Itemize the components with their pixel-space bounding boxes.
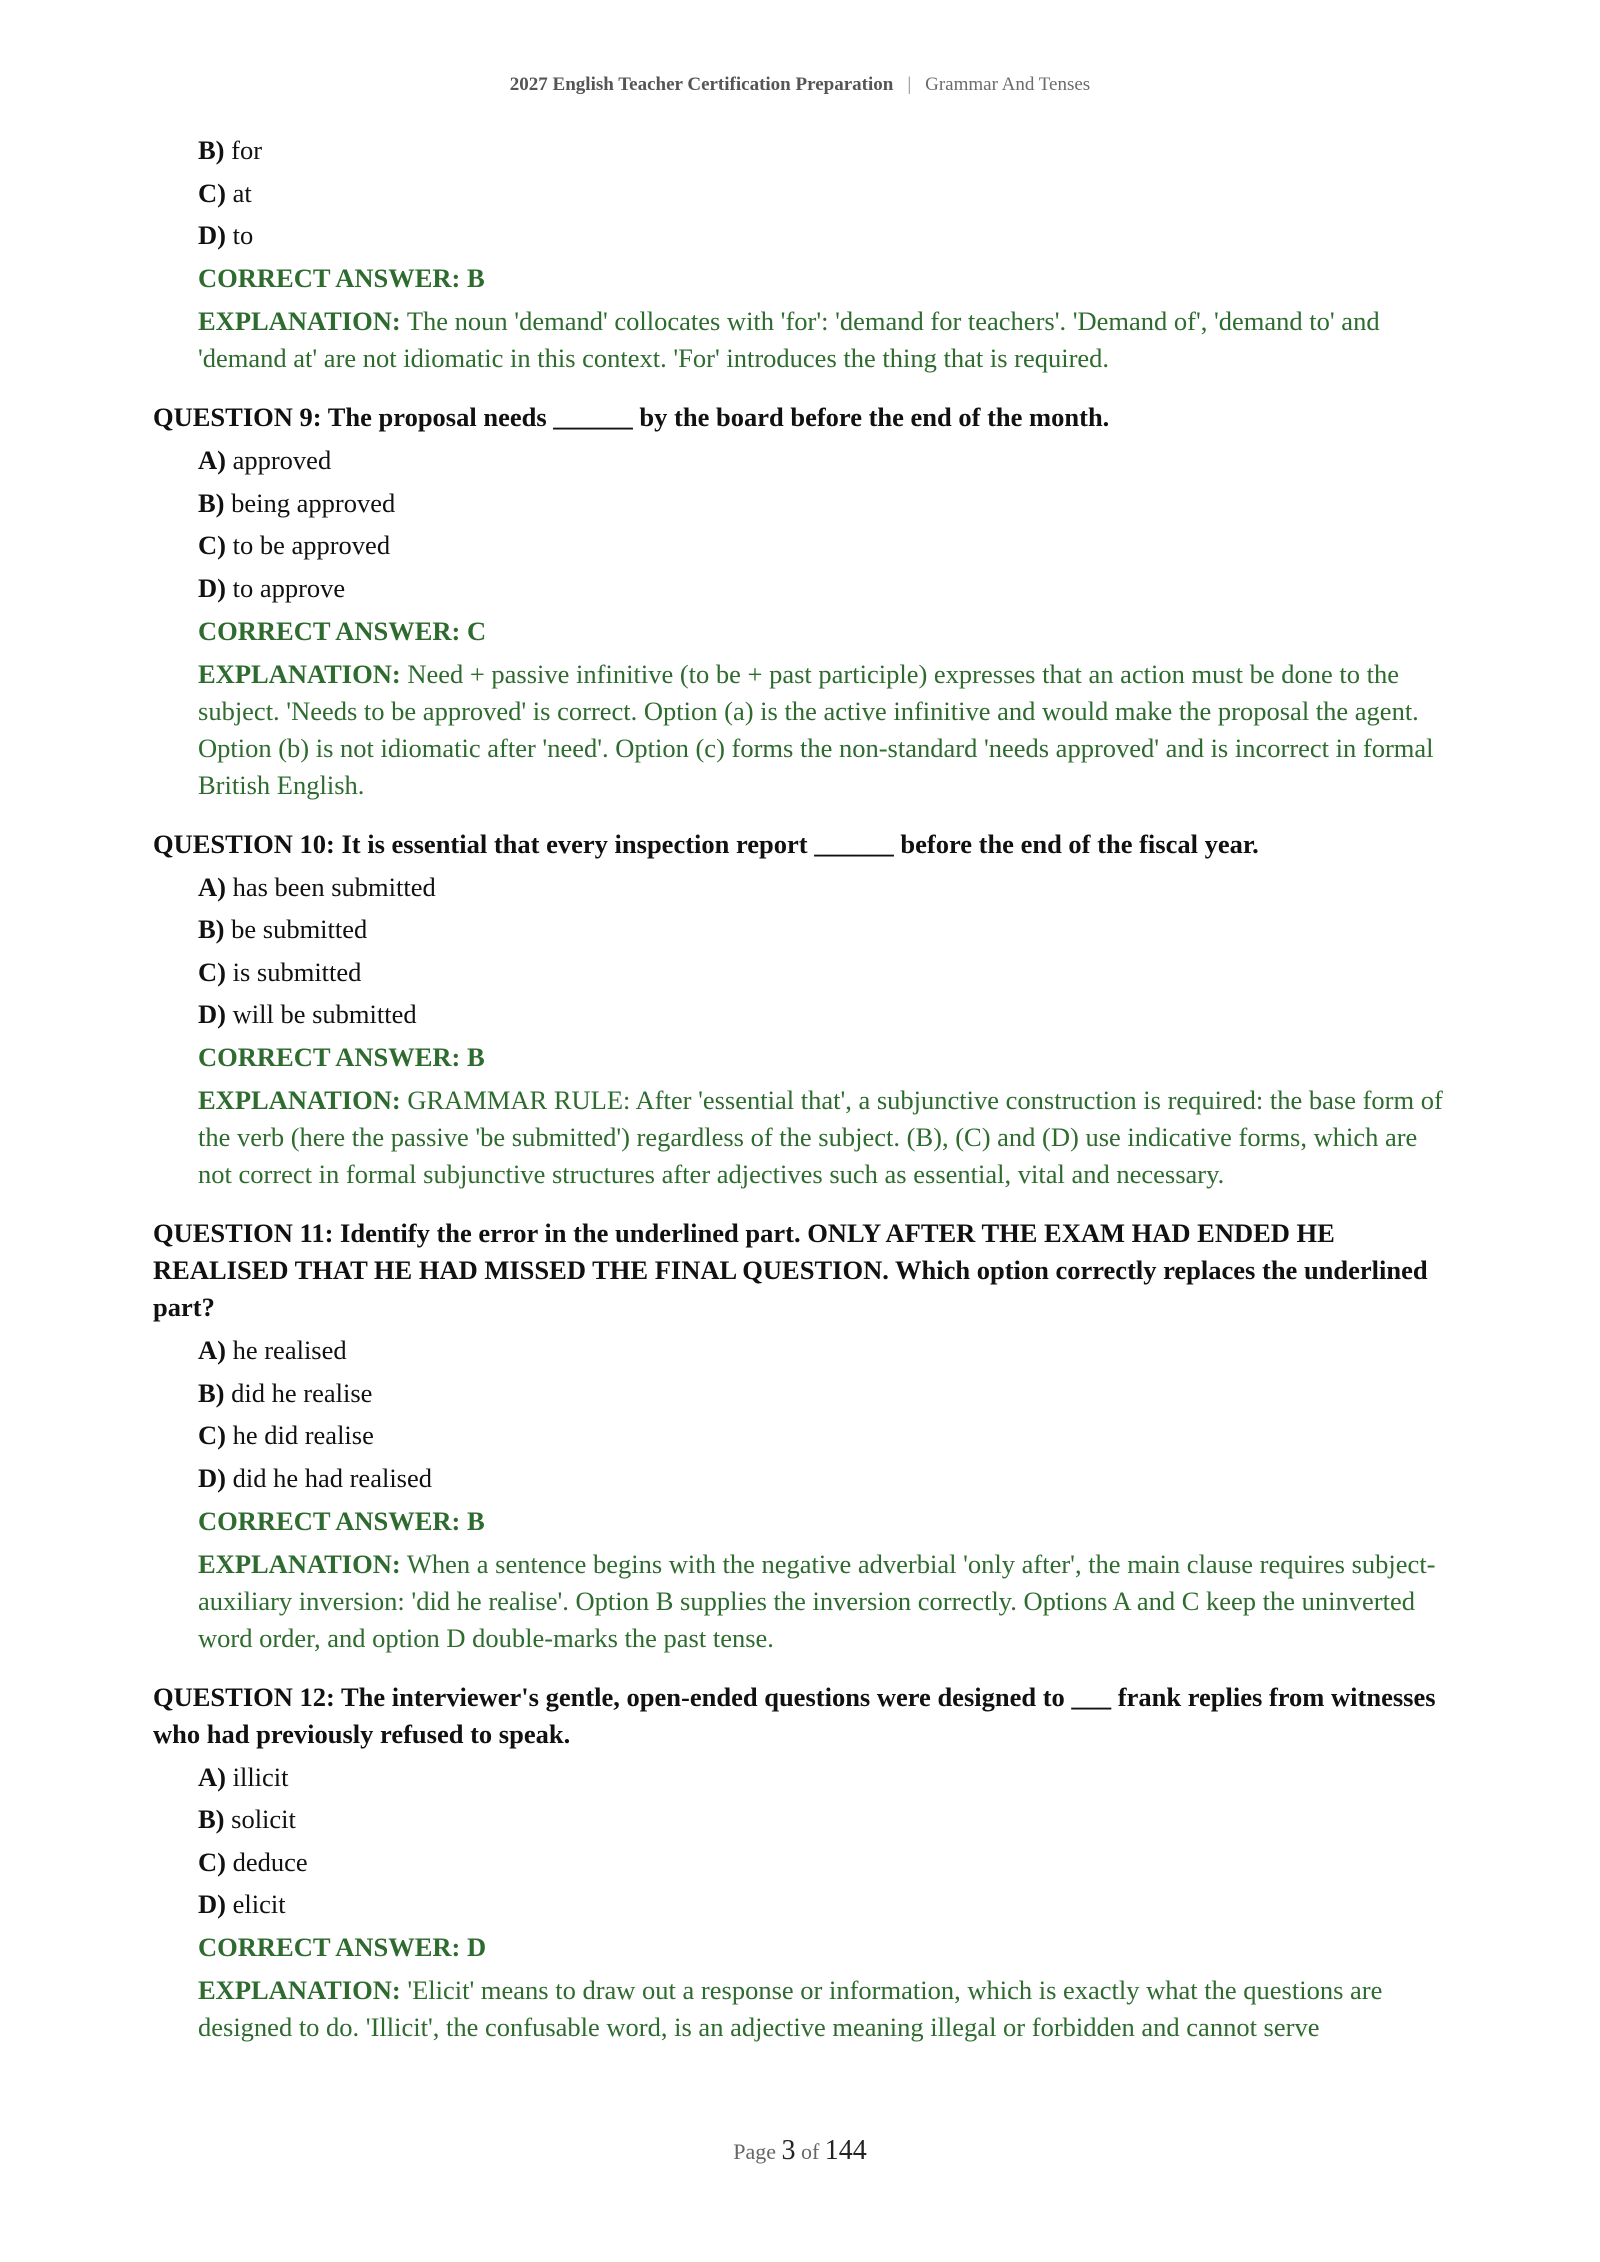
option-letter: D) — [198, 1462, 226, 1493]
explanation — [198, 1972, 1443, 2046]
option-letter: C) — [198, 177, 226, 208]
option-letter: A) — [198, 1335, 226, 1365]
option-b — [198, 911, 1443, 948]
option-b — [198, 132, 1443, 169]
option-letter: B) — [198, 135, 225, 165]
option-text: at — [232, 177, 252, 208]
explanation-text: The noun 'demand' collocates with 'for': 'demand for teachers'. 'Demand of', 'demand to' and 'demand at' are not idiomatic in this context. 'For' introduces the thing that is required. — [198, 306, 1380, 373]
option-letter: B) — [198, 1804, 225, 1834]
option-text: to be approved — [232, 530, 391, 560]
option-letter: B) — [198, 487, 225, 518]
explanation-text: GRAMMAR RULE: After 'essential that', a subjunctive construction is required: the base form of the verb (here the passive 'be submitted') regardless of the subject. (B), (C) and (D) use indicative forms, which are not correct in formal subjunctive structures after adjectives such as essential, vital and necessary. — [198, 1085, 1443, 1189]
header-subtitle: Grammar And Tenses — [925, 74, 1091, 95]
correct-answer: CORRECT ANSWER: B — [198, 1042, 485, 1072]
total-pages: 144 — [824, 2135, 867, 2166]
option-a — [198, 1332, 1443, 1369]
option-letter: A) — [198, 445, 226, 475]
option-text: approved — [232, 445, 332, 475]
option-letter: C) — [198, 530, 226, 560]
explanation-label: EXPLANATION: — [198, 658, 401, 689]
option-text: for — [231, 135, 263, 165]
explanation — [198, 1546, 1443, 1657]
correct-answer: CORRECT ANSWER: D — [198, 1932, 487, 1962]
option-a — [198, 1759, 1443, 1796]
question-block-8-continued — [153, 132, 1443, 377]
option-c — [198, 1844, 1443, 1881]
question-block-12 — [153, 1679, 1443, 2047]
option-d — [198, 570, 1443, 607]
option-text: has been submitted — [232, 871, 436, 902]
option-c — [198, 954, 1443, 991]
option-b — [198, 1801, 1443, 1838]
question-text: QUESTION 10: It is essential that every inspection report ______ before the end of the fiscal year. — [153, 828, 1259, 859]
of-label: of — [800, 2139, 820, 2164]
option-letter: D) — [198, 220, 226, 250]
explanation-text: 'Elicit' means to draw out a response or information, which is exactly what the questions are designed to do. 'Illicit', the confusable word, is an adjective meaning illegal or forbidden and cannot serve — [198, 1975, 1383, 2042]
option-d — [198, 996, 1443, 1033]
option-a — [198, 869, 1443, 906]
option-b — [198, 1375, 1443, 1412]
question-block-11 — [153, 1215, 1443, 1657]
option-letter: B) — [198, 1377, 225, 1408]
option-letter: D) — [198, 1889, 226, 1919]
correct-answer: CORRECT ANSWER: B — [198, 1505, 485, 1536]
option-letter: A) — [198, 871, 226, 902]
option-c — [198, 527, 1443, 564]
option-letter: B) — [198, 914, 225, 944]
page-number: 3 — [781, 2135, 796, 2166]
option-letter: C) — [198, 1846, 226, 1877]
explanation-label: EXPLANATION: — [198, 306, 401, 336]
explanation-label: EXPLANATION: — [198, 1548, 401, 1579]
question-text: QUESTION 11: Identify the error in the underlined part. ONLY AFTER THE EXAM HAD ENDED HE REALISED THAT HE HAD MISSED THE FINAL QUESTION. Which option correctly replaces the underlined part? — [153, 1218, 1428, 1322]
option-letter: D) — [198, 999, 226, 1029]
option-text: be submitted — [231, 914, 368, 944]
option-letter: D) — [198, 572, 226, 603]
header-separator: | — [907, 74, 912, 95]
option-text: being approved — [231, 487, 396, 518]
explanation — [198, 656, 1443, 804]
correct-answer: CORRECT ANSWER: B — [198, 263, 485, 293]
option-a — [198, 442, 1443, 479]
page-content — [153, 132, 1443, 2046]
header-title: 2027 English Teacher Certification Preparation — [509, 74, 894, 95]
option-c — [198, 1417, 1443, 1454]
explanation — [198, 303, 1443, 377]
option-letter: A) — [198, 1761, 226, 1792]
option-text: did he had realised — [232, 1462, 433, 1493]
option-text: he realised — [232, 1335, 347, 1365]
option-text: to — [232, 220, 254, 250]
question-text: QUESTION 9: The proposal needs ______ by the board before the end of the month. — [153, 402, 1110, 432]
option-d — [198, 1460, 1443, 1497]
question-block-10 — [153, 826, 1443, 1194]
option-text: is submitted — [232, 956, 362, 987]
option-letter: C) — [198, 956, 226, 987]
option-d — [198, 1886, 1443, 1923]
option-text: did he realise — [231, 1377, 373, 1408]
option-b — [198, 485, 1443, 522]
option-c — [198, 175, 1443, 212]
correct-answer: CORRECT ANSWER: C — [198, 615, 487, 646]
option-text: illicit — [232, 1761, 289, 1792]
explanation-label: EXPLANATION: — [198, 1085, 401, 1115]
option-text: to approve — [232, 572, 346, 603]
option-d — [198, 217, 1443, 254]
page-label: Page — [733, 2139, 776, 2164]
question-block-9 — [153, 399, 1443, 804]
option-text: deduce — [232, 1846, 308, 1877]
option-text: he did realise — [232, 1420, 374, 1450]
option-letter: C) — [198, 1420, 226, 1450]
question-text: QUESTION 12: The interviewer's gentle, open-ended questions were designed to ___ frank replies from witnesses who had previously refused to speak. — [153, 1681, 1436, 1749]
page-footer — [0, 2135, 1600, 2167]
option-text: solicit — [231, 1804, 296, 1834]
explanation-text: Need + passive infinitive (to be + past participle) expresses that an action must be done to the subject. 'Needs to be approved' is correct. Option (a) is the active infinitive and would make the proposal the agent. Option (b) is not idiomatic after 'need'. Option (c) forms the non-standard 'needs approved' and is incorrect in formal British English. — [198, 658, 1434, 800]
page-header — [0, 74, 1600, 96]
explanation — [198, 1082, 1443, 1193]
option-text: elicit — [232, 1889, 286, 1919]
option-text: will be submitted — [232, 999, 417, 1029]
explanation-label: EXPLANATION: — [198, 1975, 401, 2005]
explanation-text: When a sentence begins with the negative adverbial 'only after', the main clause requires subject-auxiliary inversion: 'did he realise'. Option B supplies the inversion correctly. Options A and C keep the uninverted word order, and option D double-marks the past tense. — [198, 1548, 1436, 1653]
